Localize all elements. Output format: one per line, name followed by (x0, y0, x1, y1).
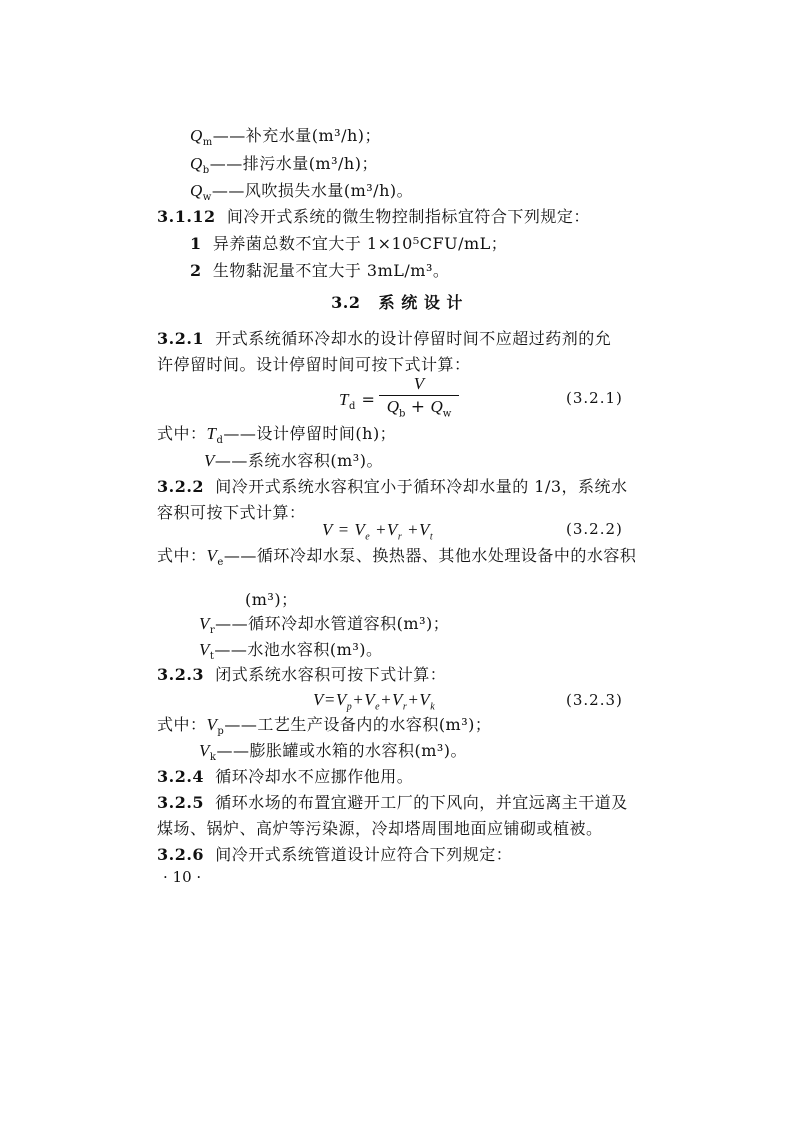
def-ve: 式中：$V_e——$循环冷却水泵、换热器、其他水处理设备中的水容积 (157, 546, 637, 569)
def-ve-continued: (m³)； (245, 590, 298, 609)
def-vt: $V_t——$水池水容积(m³)。 (199, 640, 383, 663)
section-heading: 3.2 系 统 设 计 (331, 293, 463, 312)
clause-3-2-5-line-2: 煤场、锅炉、高炉等污染源，冷却塔周围地面应铺砌或植被。 (157, 819, 603, 838)
def-vr: $V_r——$循环冷却水管道容积(m³)； (199, 614, 450, 637)
equation-3-2-2-label: (3.2.2) (566, 520, 623, 538)
clause-3-1-12-item-1: 1 异养菌总数不宜大于 1×10⁵CFU/mL； (190, 234, 508, 253)
page-number: · 10 · (163, 868, 202, 886)
def-vk: $V_k——$膨胀罐或水箱的水容积(m³)。 (199, 741, 468, 764)
def-vp: 式中：$V_p——$工艺生产设备内的水容积(m³)； (157, 715, 492, 738)
clause-3-2-2-line-2: 容积可按下式计算： (157, 503, 306, 522)
def-v: V——系统水容积(m³)。 (204, 451, 383, 470)
equation-3-2-1-lhs: $T_d$ = (339, 390, 376, 413)
equation-3-2-3: $V=V_p+V_e+V_r+V_k$ (313, 690, 436, 713)
equation-3-2-1-fraction: V $Q_b + Q_w$ (379, 374, 459, 417)
def-qb: $Q_b——$排污水量(m³/h)； (190, 154, 378, 177)
equation-3-2-2: $V = V_e +V_r +V_t$ (322, 520, 434, 543)
def-qm: $Q_m——$补充水量(m³/h)； (190, 126, 382, 149)
clause-3-2-2-line-1: 3.2.2 间冷开式系统水容积宜小于循环冷却水量的 1/3，系统水 (157, 477, 628, 496)
clause-3-2-3: 3.2.3 闭式系统水容积可按下式计算： (157, 665, 447, 684)
equation-3-2-3-label: (3.2.3) (566, 691, 623, 709)
def-qw: $Q_w——$风吹损失水量(m³/h)。 (190, 181, 414, 204)
clause-3-1-12-item-2: 2 生物黏泥量不宜大于 3mL/m³。 (190, 261, 450, 280)
clause-3-2-6: 3.2.6 间冷开式系统管道设计应符合下列规定： (157, 845, 513, 864)
clause-3-1-12: 3.1.12 间冷开式系统的微生物控制指标宜符合下列规定： (157, 207, 590, 226)
def-td: 式中：$T_d——$设计停留时间(h)； (157, 424, 397, 447)
clause-3-2-1-line-1: 3.2.1 开式系统循环冷却水的设计停留时间不应超过药剂的允 (157, 329, 612, 348)
clause-3-2-5-line-1: 3.2.5 循环水场的布置宜避开工厂的下风向，并宜远离主干道及 (157, 793, 628, 812)
equation-3-2-1-label: (3.2.1) (566, 389, 623, 407)
clause-3-2-1-line-2: 许停留时间。设计停留时间可按下式计算： (157, 355, 471, 374)
clause-3-2-4: 3.2.4 循环冷却水不应挪作他用。 (157, 767, 414, 786)
